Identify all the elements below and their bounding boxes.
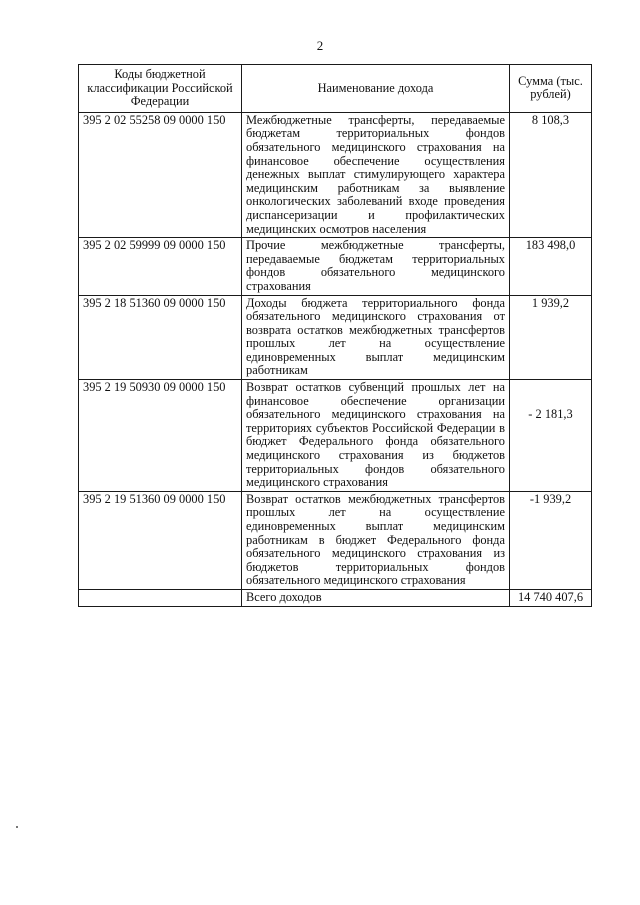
row-name: Межбюджетные трансферты, передаваемые бюджетам территориальных фондов обязательного медицинского страхования на финансовое обеспечение осуществления денежных выплат стимулирующего характера медицинским работникам за выявление онкологических заболеваний входе проведения диспансеризации и профилактических медицинских осмотров населения (242, 112, 510, 237)
row-name: Прочие межбюджетные трансферты, передаваемые бюджетам территориальных фондов обязательного медицинского страхования (242, 238, 510, 295)
page-number: 2 (316, 38, 324, 53)
header-name: Наименование дохода (242, 65, 510, 113)
row-name: Доходы бюджета территориального фонда обязательного медицинского страхования от возврата остатков межбюджетных трансфертов прошлых лет на осуществление единовременных выплат медицинским работникам (242, 295, 510, 380)
row-sum: -1 939,2 (510, 491, 592, 589)
row-sum: - 2 181,3 (510, 380, 592, 492)
table-row (79, 238, 592, 295)
table-header-row (79, 65, 592, 113)
row-sum: 8 108,3 (510, 112, 592, 237)
header-sum: Сумма (тыс. рублей) (510, 65, 592, 113)
total-row (79, 589, 592, 606)
row-name: Возврат остатков субвенций прошлых лет на финансовое обеспечение организации обязательного медицинского страхования на территориях субъектов Российской Федерации в бюджет Федерального фонда обязательного медицинского страхования из бюджетов территориальных фондов обязательного медицинского страхования (242, 380, 510, 492)
table-row (79, 380, 592, 492)
income-table (78, 64, 592, 607)
row-code: 395 2 02 59999 09 0000 150 (79, 238, 242, 295)
table-row (79, 295, 592, 380)
table-row (79, 112, 592, 237)
scan-dot (16, 826, 18, 828)
row-code: 395 2 18 51360 09 0000 150 (79, 295, 242, 380)
row-code: 395 2 02 55258 09 0000 150 (79, 112, 242, 237)
header-code: Коды бюджетной классификации Российской Федерации (79, 65, 242, 113)
row-name: Возврат остатков межбюджетных трансфертов прошлых лет на осуществление единовременных выплат медицинским работникам в бюджет Федерального фонда обязательного медицинского страхования из бюджетов территориальных фондов обязательного медицинского страхования (242, 491, 510, 589)
total-code (79, 589, 242, 606)
table-row (79, 491, 592, 589)
total-label: Всего доходов (242, 589, 510, 606)
row-code: 395 2 19 51360 09 0000 150 (79, 491, 242, 589)
row-sum: 183 498,0 (510, 238, 592, 295)
row-code: 395 2 19 50930 09 0000 150 (79, 380, 242, 492)
total-sum: 14 740 407,6 (510, 589, 592, 606)
row-sum: 1 939,2 (510, 295, 592, 380)
